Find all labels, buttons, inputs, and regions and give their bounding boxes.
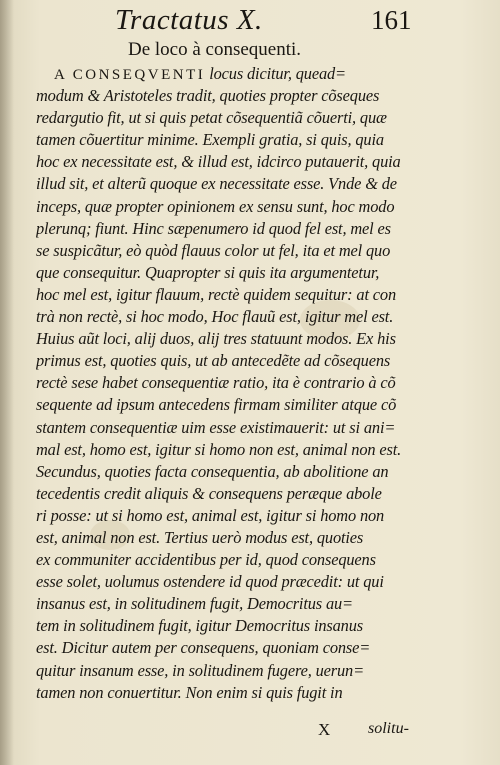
text-line: insanus est, in solitudinem fugit, Democritus au= <box>36 594 353 614</box>
text-line: illud sit, et alterũ quoque ex necessitate esse. Vnde & de <box>36 174 397 194</box>
text-line: est, animal non est. Tertius uerò modus est, quoties <box>36 527 364 547</box>
text-line: tamen cõuertitur minime. Exempli gratia, si quis, quia <box>36 130 384 150</box>
text-line: ex communiter accidentibus per id, quod consequens <box>36 550 376 570</box>
body-text <box>36 63 472 704</box>
page-number: 161 <box>371 5 412 35</box>
text-line: modum & Aristoteles tradit, quoties propter cõseques <box>36 86 380 106</box>
lead-caps: A CONSEQVENTI <box>54 67 206 83</box>
text-line: que consequitur. Quapropter si quis ita argumentetur, <box>36 262 380 282</box>
text-line: Secundus, quoties facta consequentia, ab abolitione an <box>36 461 389 481</box>
text-line: tem in solitudinem fugit, igitur Democritus insanus <box>36 616 363 636</box>
text-line: Huius aũt loci, alij duos, alij tres statuunt modos. Ex his <box>36 329 396 349</box>
text-line: esse solet, uolumus ostendere id quod præcedit: ut qui <box>36 572 384 592</box>
text-line: inceps, quæ propter opinionem ex sensu sunt, hoc modo <box>36 196 395 216</box>
catchword: solitu- <box>368 720 409 737</box>
text-line: est. Dicitur autem per consequens, quoniam conse= <box>36 638 371 658</box>
page-footer <box>0 720 500 744</box>
text-line: sequente ad ipsum antecedens firmam similiter atque cõ <box>36 395 397 415</box>
text-line: quitur insanum esse, in solitudinem fugere, uerun= <box>36 660 365 680</box>
text-line-content: locus dicitur, quead= <box>205 64 346 83</box>
text-line: plerunq; fiunt. Hinc sæpenumero id quod fel est, mel es <box>36 218 391 238</box>
text-line: hoc mel est, igitur flauum, rectè quidem sequitur: at con <box>36 284 397 304</box>
text-line: se suspicãtur, eò quòd flauus color ut fel, ita et mel quo <box>36 240 391 260</box>
signature-mark: X <box>318 720 331 739</box>
text-line: tamen non conuertitur. Non enim si quis fugit in <box>36 682 343 702</box>
text-line: hoc ex necessitate est, & illud est, idcirco putauerit, quia <box>36 152 401 172</box>
binding-shadow <box>0 0 14 765</box>
text-line: tecedentis credit aliquis & consequens peræque abole <box>36 483 382 503</box>
text-line: redargutio fit, ut si quis petat cõsequentiã cõuerti, quæ <box>36 108 387 128</box>
text-line <box>36 63 472 85</box>
running-title: Tractatus X. <box>115 4 263 36</box>
text-line: trà non rectè, si hoc modo, Hoc flauũ est, igitur mel est. <box>36 307 394 327</box>
text-line: rectè sese habet consequentiæ ratio, ita è contrario à cõ <box>36 373 396 393</box>
text-line: stantem consequentiæ uim esse existimauerit: ut si ani= <box>36 417 396 437</box>
text-line: ri posse: ut si homo est, animal est, igitur si homo non <box>36 505 385 525</box>
page-header <box>0 4 500 40</box>
section-heading: De loco à consequenti. <box>128 39 302 60</box>
text-line: mal est, homo est, igitur si homo non est, animal non est. <box>36 439 402 459</box>
text-line: primus est, quoties quis, ut ab antecedẽte ad cõsequens <box>36 351 391 371</box>
